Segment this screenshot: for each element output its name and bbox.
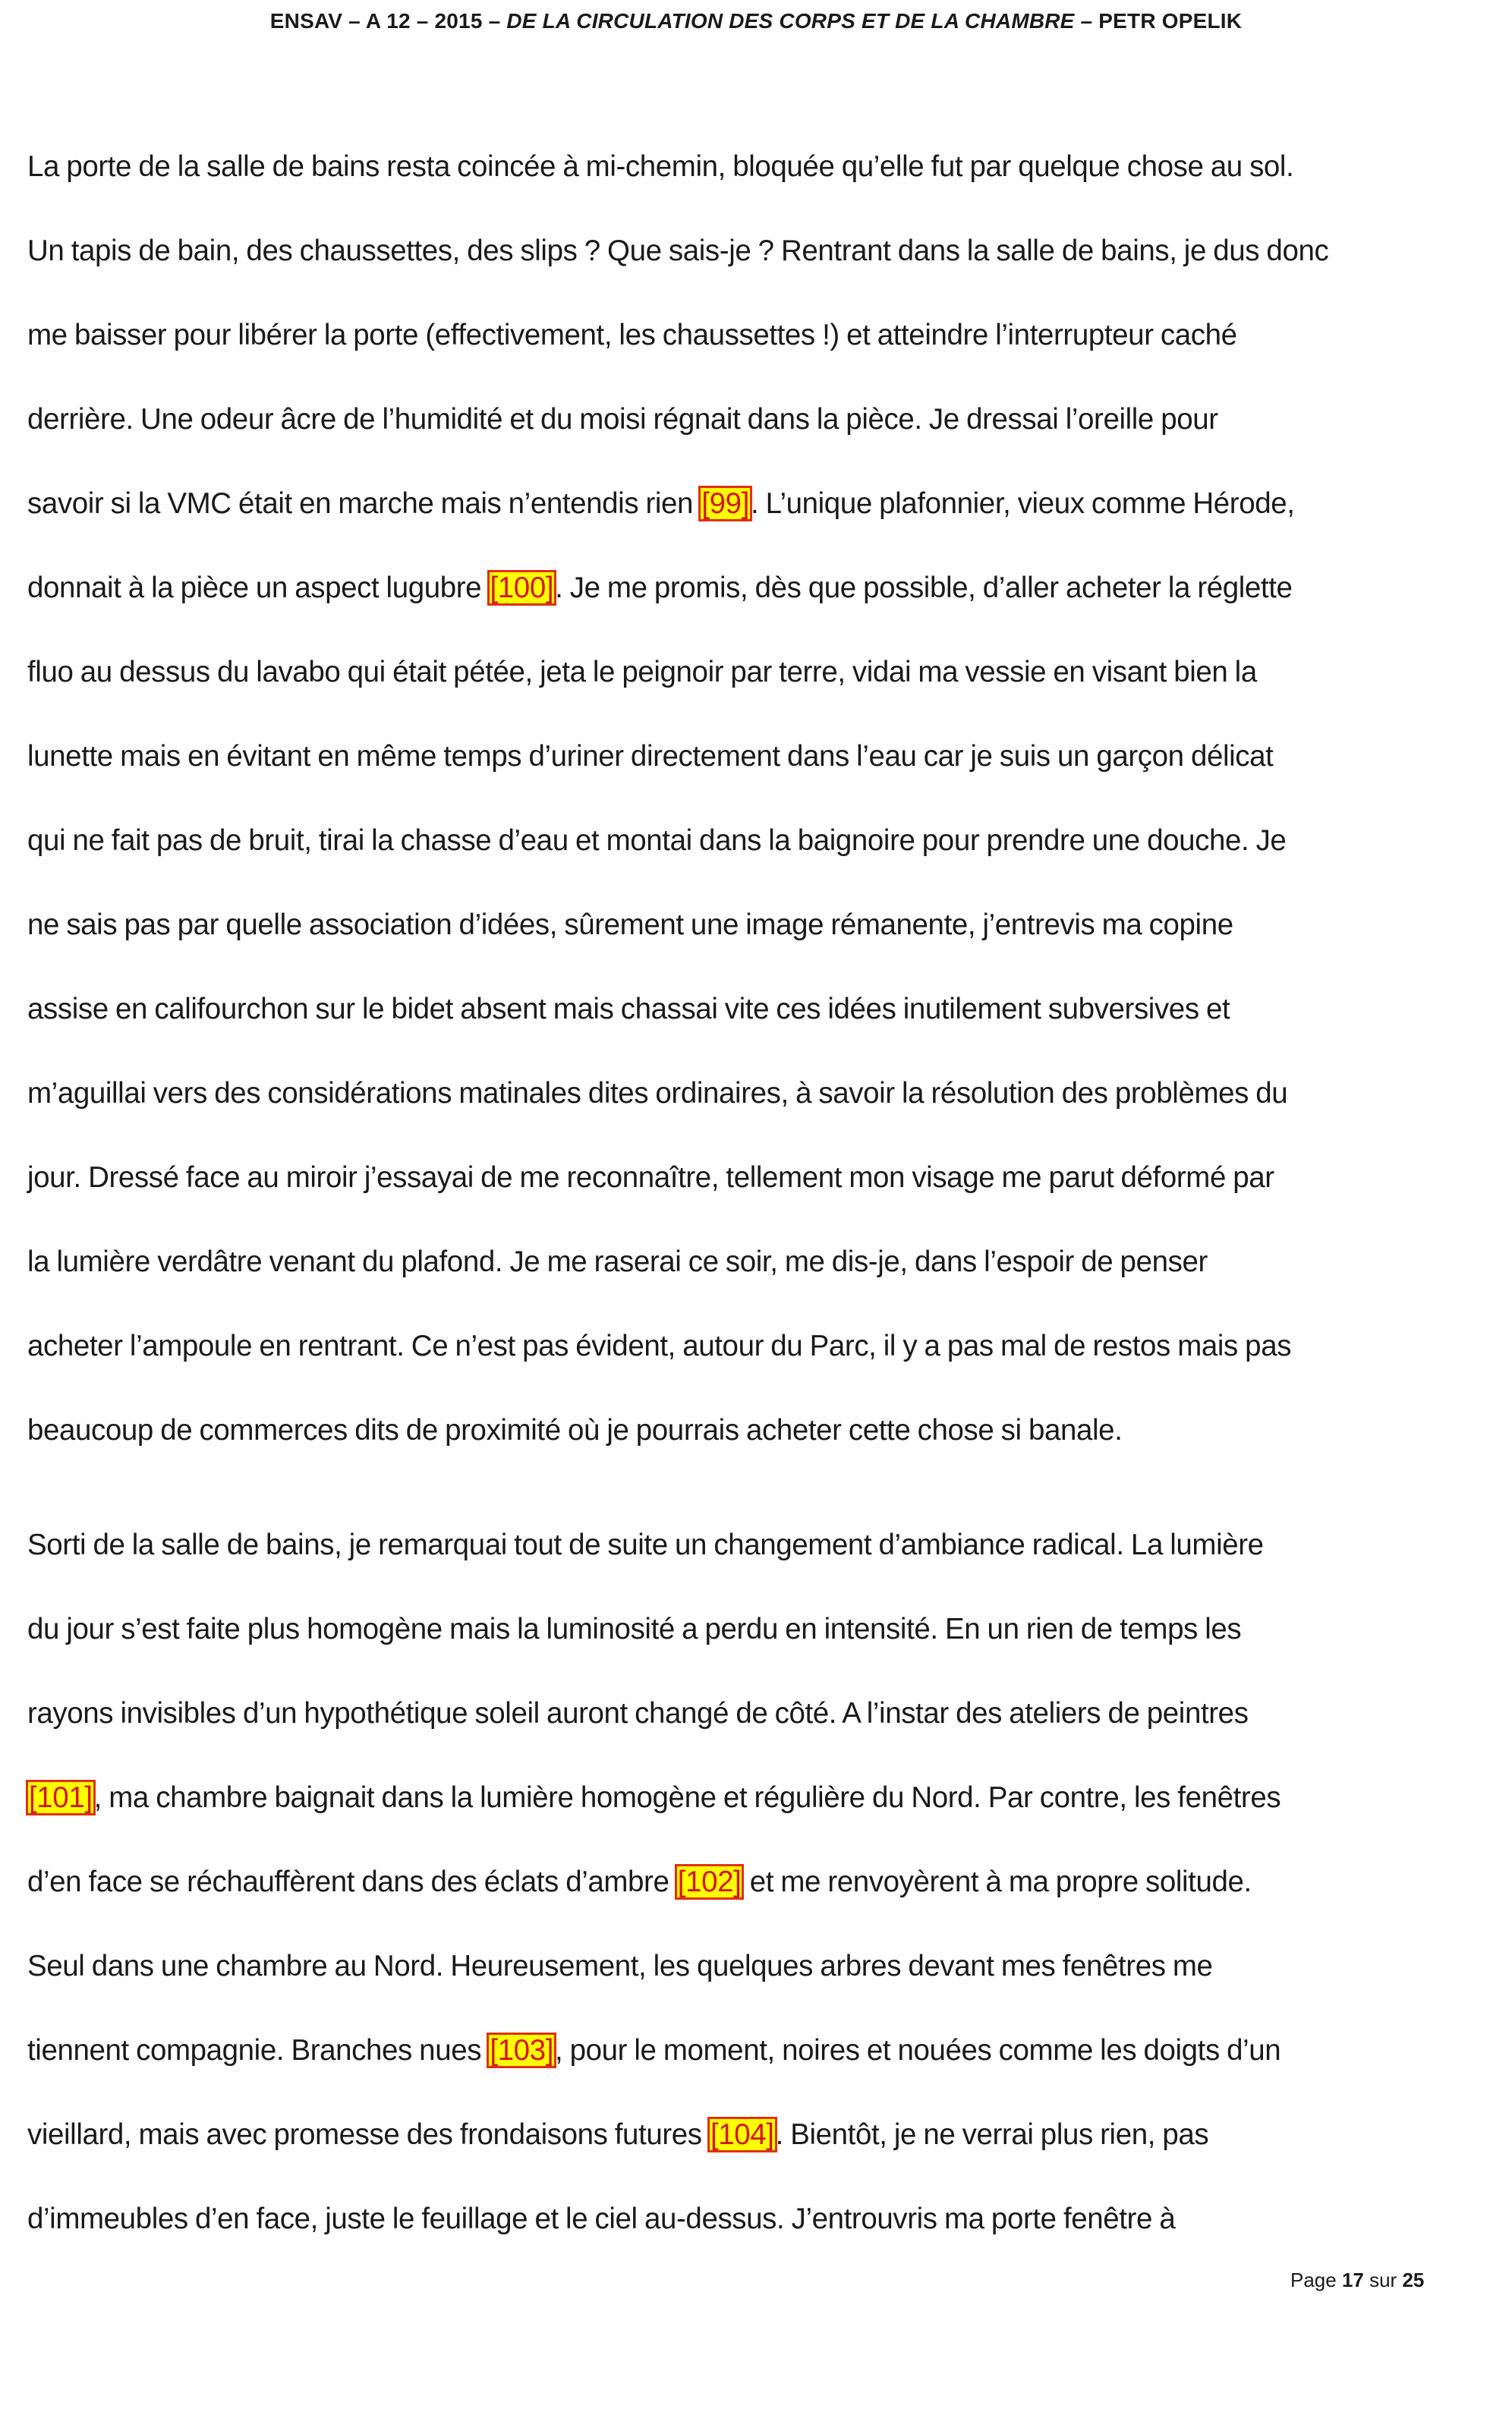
page-footer bbox=[1290, 2269, 1424, 2292]
text-segment: , pour le moment, noires et nouées comme les doigts d’un bbox=[555, 2034, 1281, 2067]
reference-marker[interactable]: [101] bbox=[29, 1781, 93, 1814]
text-line bbox=[27, 150, 1293, 184]
text-line bbox=[27, 1077, 1287, 1110]
running-header bbox=[0, 9, 1512, 33]
text-segment: rayons invisibles d’un hypothétique soleil auront changé de côté. A l’instar des ateliers de peintres bbox=[27, 1697, 1249, 1730]
text-segment: . Bientôt, je ne verrai plus rien, pas bbox=[775, 2118, 1209, 2151]
text-segment: ne sais pas par quelle association d’idées, sûrement une image rémanente, j’entrevis ma copine bbox=[27, 908, 1233, 941]
text-segment: savoir si la VMC était en marche mais n’entendis rien bbox=[27, 487, 701, 520]
text-segment: Seul dans une chambre au Nord. Heureusement, les quelques arbres devant mes fenêtres me bbox=[27, 1950, 1213, 1982]
text-segment: acheter l’ampoule en rentrant. Ce n’est pas évident, autour du Parc, il y a pas mal de restos mais pas bbox=[27, 1330, 1292, 1362]
text-line bbox=[27, 1866, 1252, 1899]
text-line bbox=[27, 2118, 1208, 2152]
header-separator: – bbox=[1074, 9, 1099, 33]
reference-marker[interactable]: [100] bbox=[490, 572, 554, 604]
text-segment: lunette mais en évitant en même temps d’uriner directement dans l’eau car je suis un garçon délicat bbox=[27, 740, 1274, 773]
text-segment: La porte de la salle de bains resta coincée à mi-chemin, bloquée qu’elle fut par quelque chose au sol. bbox=[27, 150, 1294, 183]
text-segment: du jour s’est faite plus homogène mais la luminosité a perdu en intensité. En un rien de temps les bbox=[27, 1613, 1242, 1645]
text-line bbox=[27, 1161, 1274, 1195]
text-line bbox=[27, 1781, 1280, 1815]
header-prefix: ENSAV – A 12 – 2015 – bbox=[269, 9, 507, 33]
text-line bbox=[27, 2034, 1280, 2067]
text-segment: vieillard, mais avec promesse des frondaisons futures bbox=[27, 2118, 709, 2151]
header-title: DE LA CIRCULATION DES CORPS ET DE LA CHAMBRE bbox=[506, 9, 1075, 33]
text-line bbox=[27, 993, 1230, 1026]
text-line bbox=[27, 1613, 1241, 1646]
text-segment: beaucoup de commerces dits de proximité où je pourrais acheter cette chose si banale. bbox=[27, 1414, 1123, 1447]
reference-marker[interactable]: [103] bbox=[490, 2034, 554, 2067]
text-segment: d’en face se réchauffèrent dans des éclats d’ambre bbox=[27, 1866, 676, 1898]
text-line bbox=[27, 1330, 1291, 1363]
text-segment: assise en califourchon sur le bidet absent mais chassai vite ces idées inutilement subversives et bbox=[27, 993, 1230, 1025]
text-line bbox=[27, 1697, 1249, 1730]
text-segment: fluo au dessus du lavabo qui était pétée, jeta le peignoir par terre, vidai ma vessie en visant bien la bbox=[27, 656, 1257, 688]
text-segment: jour. Dressé face au miroir j’essayai de me reconnaître, tellement mon visage me parut déformé par bbox=[27, 1161, 1274, 1194]
page-label: Page bbox=[1290, 2269, 1342, 2291]
text-line bbox=[27, 403, 1218, 436]
reference-marker[interactable]: [104] bbox=[710, 2118, 774, 2151]
text-segment: . Je me promis, dès que possible, d’aller acheter la réglette bbox=[555, 572, 1293, 604]
text-line bbox=[27, 319, 1237, 352]
text-line bbox=[27, 572, 1293, 605]
text-line bbox=[27, 2203, 1175, 2236]
text-segment: m’aguillai vers des considérations matinales dites ordinaires, à savoir la résolution des problèmes du bbox=[27, 1077, 1288, 1110]
text-line bbox=[27, 1529, 1264, 1562]
text-segment: donnait à la pièce un aspect lugubre bbox=[27, 572, 489, 604]
total-pages: 25 bbox=[1402, 2269, 1425, 2291]
text-line bbox=[27, 824, 1286, 858]
text-line bbox=[27, 487, 1295, 521]
text-line bbox=[27, 1414, 1123, 1447]
text-segment: me baisser pour libérer la porte (effectivement, les chaussettes !) et atteindre l’interrupteur caché bbox=[27, 319, 1237, 351]
reference-marker[interactable]: [99] bbox=[701, 487, 749, 520]
text-line bbox=[27, 740, 1273, 773]
text-line bbox=[27, 235, 1328, 268]
text-segment: . L’unique plafonnier, vieux comme Hérode, bbox=[751, 487, 1295, 520]
page-of-label: sur bbox=[1363, 2269, 1403, 2291]
text-segment: la lumière verdâtre venant du plafond. Je me raserai ce soir, me dis-je, dans l’espoir de penser bbox=[27, 1245, 1208, 1278]
text-segment: , ma chambre baignait dans la lumière homogène et régulière du Nord. Par contre, les fenêtres bbox=[93, 1781, 1281, 1814]
text-line bbox=[27, 656, 1257, 689]
text-segment: tiennent compagnie. Branches nues bbox=[27, 2034, 489, 2067]
text-segment: et me renvoyèrent à ma propre solitude. bbox=[742, 1866, 1252, 1898]
text-line bbox=[27, 1950, 1213, 1983]
text-segment: derrière. Une odeur âcre de l’humidité et du moisi régnait dans la pièce. Je dressai l’oreille pour bbox=[27, 403, 1218, 436]
text-segment: qui ne fait pas de bruit, tirai la chasse d’eau et montai dans la baignoire pour prendre une douche. Je bbox=[27, 824, 1287, 857]
text-line bbox=[27, 908, 1233, 942]
text-segment: d’immeubles d’en face, juste le feuillage et le ciel au-dessus. J’entrouvris ma porte fenêtre à bbox=[27, 2203, 1176, 2235]
header-author: PETR OPELIK bbox=[1098, 9, 1243, 33]
text-line bbox=[27, 1245, 1208, 1279]
text-segment: Sorti de la salle de bains, je remarquai tout de suite un changement d’ambiance radical. La lumière bbox=[27, 1529, 1264, 1561]
page-number: 17 bbox=[1341, 2269, 1364, 2291]
reference-marker[interactable]: [102] bbox=[677, 1866, 742, 1898]
text-segment: Un tapis de bain, des chaussettes, des slips ? Que sais-je ? Rentrant dans la salle de bains, je dus donc bbox=[27, 235, 1329, 267]
